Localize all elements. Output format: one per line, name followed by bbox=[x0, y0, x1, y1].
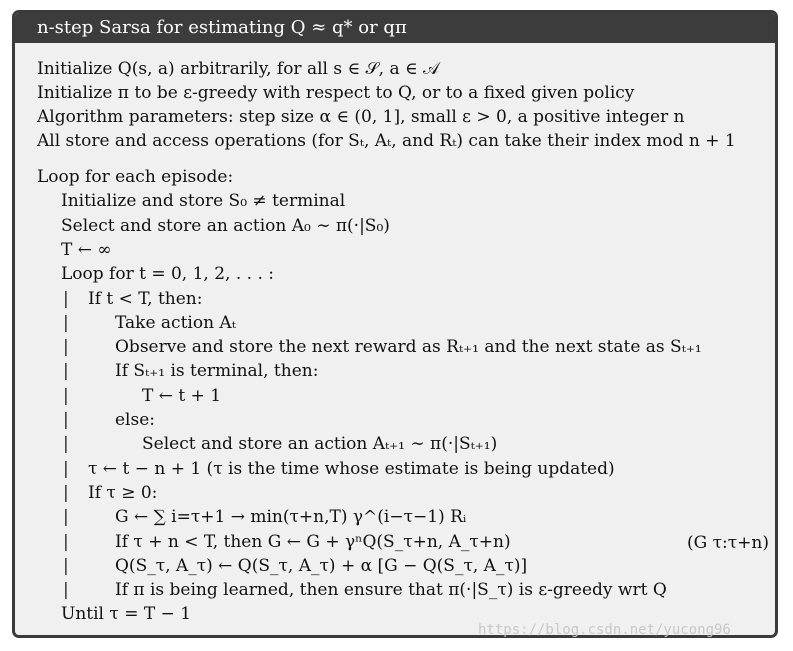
setup-line: Initialize Q(s, a) arbitrarily, for all s ∈ 𝒮, a ∈ 𝒜 bbox=[37, 59, 440, 79]
loop-line: If τ + n < T, then G ← G + γⁿQ(S_τ+n, A_τ+n) bbox=[115, 531, 511, 552]
loop-bar: | bbox=[63, 312, 69, 333]
loop-line: Loop for each episode: bbox=[37, 167, 234, 187]
loop-line: else: bbox=[115, 410, 156, 430]
setup-line: All store and access operations (for Sₜ, Aₜ, and Rₜ) can take their index mod n + 1 bbox=[37, 131, 736, 151]
loop-bar: | bbox=[63, 361, 69, 382]
loop-line: If Sₜ₊₁ is terminal, then: bbox=[115, 361, 319, 382]
watermark-text: https://blog.csdn.net/yucong96 bbox=[478, 622, 731, 638]
algorithm-title: n-step Sarsa for estimating Q ≈ q* or qπ bbox=[37, 17, 407, 38]
loop-bar: | bbox=[63, 337, 69, 358]
loop-bar: | bbox=[63, 434, 69, 455]
setup-line: Algorithm parameters: step size α ∈ (0, 1], small ε > 0, a positive integer n bbox=[37, 107, 685, 127]
loop-bar: | bbox=[63, 507, 69, 528]
loop-line: Until τ = T − 1 bbox=[61, 604, 192, 625]
algorithm-box bbox=[12, 10, 778, 638]
loop-line: T ← ∞ bbox=[61, 239, 112, 260]
loop-bar: | bbox=[63, 458, 69, 479]
return-annotation: (G τ:τ+n) bbox=[687, 533, 769, 553]
loop-line: If π is being learned, then ensure that π(·|S_τ) is ε-greedy wrt Q bbox=[115, 580, 667, 601]
loop-line: G ← ∑ i=τ+1 → min(τ+n,T) γ^(i−τ−1) Rᵢ bbox=[115, 507, 467, 528]
loop-line: Select and store an action Aₜ₊₁ ∼ π(·|Sₜ₊₁) bbox=[142, 434, 498, 455]
loop-line: Observe and store the next reward as Rₜ₊₁ and the next state as Sₜ₊₁ bbox=[115, 337, 702, 358]
loop-bar: | bbox=[63, 531, 69, 552]
loop-bar: | bbox=[63, 288, 69, 309]
loop-line: If t < T, then: bbox=[88, 288, 203, 309]
setup-line: Initialize π to be ε-greedy with respect to Q, or to a fixed given policy bbox=[37, 83, 635, 103]
loop-bar: | bbox=[63, 555, 69, 576]
loop-line: T ← t + 1 bbox=[142, 385, 222, 406]
loop-line: If τ ≥ 0: bbox=[88, 482, 158, 503]
loop-bar: | bbox=[63, 410, 69, 430]
loop-line: τ ← t − n + 1 (τ is the time whose estimate is being updated) bbox=[88, 458, 615, 479]
loop-line: Select and store an action A₀ ∼ π(·|S₀) bbox=[61, 215, 390, 236]
loop-line: Initialize and store S₀ ≠ terminal bbox=[61, 191, 346, 212]
loop-line: Q(S_τ, A_τ) ← Q(S_τ, A_τ) + α [G − Q(S_τ, A_τ)] bbox=[115, 555, 528, 576]
loop-line: Take action Aₜ bbox=[115, 312, 236, 333]
loop-bar: | bbox=[63, 385, 69, 406]
loop-line: Loop for t = 0, 1, 2, . . . : bbox=[61, 264, 275, 285]
title-bar bbox=[15, 13, 775, 43]
loop-bar: | bbox=[63, 580, 69, 601]
loop-bar: | bbox=[63, 482, 69, 503]
